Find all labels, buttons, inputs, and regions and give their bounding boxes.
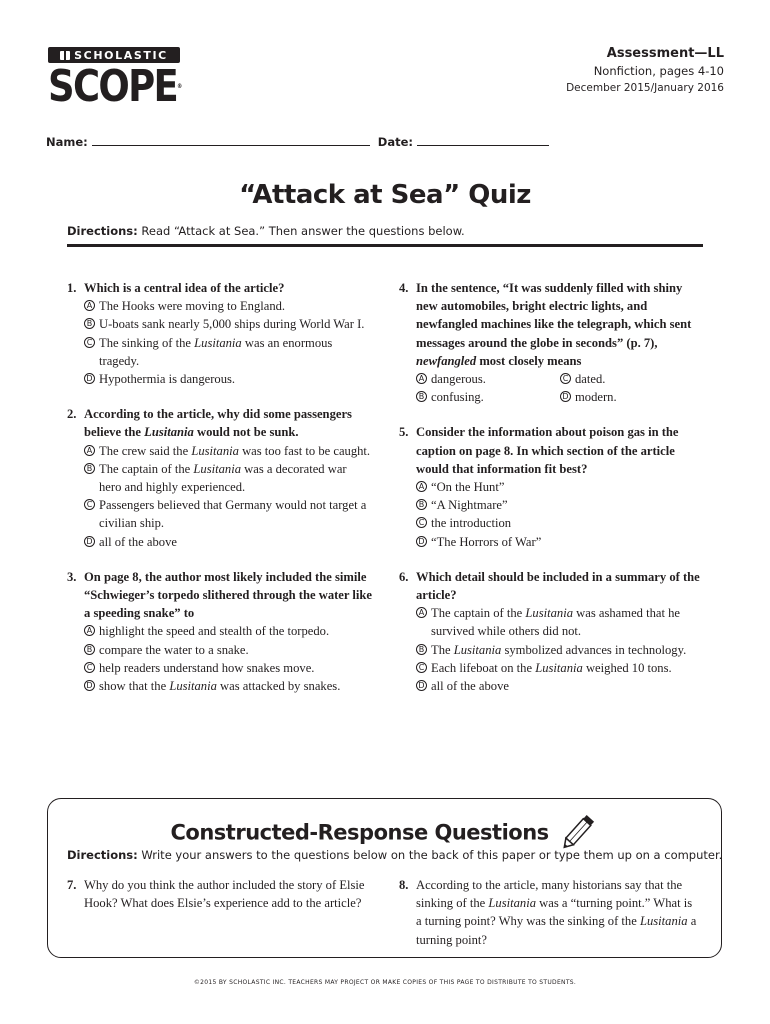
- scholastic-book-icon: [60, 51, 70, 60]
- article-pages: Nonfiction, pages 4-10: [593, 64, 724, 78]
- assessment-meta: [566, 44, 724, 97]
- option-letter-circle[interactable]: D: [560, 391, 571, 402]
- answer-option[interactable]: [84, 659, 372, 677]
- answer-option[interactable]: [416, 641, 704, 659]
- question-text: On page 8, the author most likely included the simile “Schwieger’s torpedo slithered through the water like a speeding snake” to: [84, 569, 372, 621]
- answer-option[interactable]: [84, 297, 372, 315]
- option-text: help readers understand how snakes move.: [99, 660, 315, 675]
- answer-option[interactable]: [416, 677, 704, 695]
- copyright-footer: ©2015 BY SCHOLASTIC INC. TEACHERS MAY PROJECT OR MAKE COPIES OF THIS PAGE TO DISTRIBUTE TO STUDENTS.: [193, 979, 577, 986]
- option-text: all of the above: [431, 679, 509, 694]
- directions-text: Read “Attack at Sea.” Then answer the questions below.: [141, 224, 465, 238]
- question-6: [399, 568, 704, 695]
- name-field[interactable]: [92, 135, 370, 146]
- option-text: The captain of the Lusitania was a decorated war hero and highly experienced.: [99, 461, 347, 495]
- title-rule: [67, 244, 703, 247]
- question-prompt: [67, 405, 372, 441]
- option-text: “On the Hunt”: [431, 480, 505, 495]
- option-text: “The Horrors of War”: [431, 534, 542, 549]
- answer-option[interactable]: [560, 388, 704, 406]
- answer-option[interactable]: [416, 533, 704, 551]
- answer-option[interactable]: [84, 315, 372, 333]
- option-letter-circle[interactable]: B: [84, 644, 95, 655]
- option-letter-circle[interactable]: C: [560, 373, 571, 384]
- option-text: U-boats sank nearly 5,000 ships during World War I.: [99, 317, 365, 332]
- answer-option-row: [416, 388, 704, 406]
- option-letter-circle[interactable]: C: [416, 662, 427, 673]
- answer-option[interactable]: [84, 460, 372, 496]
- option-letter-circle[interactable]: D: [84, 373, 95, 384]
- option-letter-circle[interactable]: B: [416, 499, 427, 510]
- question-number: 8.: [399, 878, 409, 892]
- option-letter-circle[interactable]: B: [416, 644, 427, 655]
- option-letter-circle[interactable]: A: [84, 625, 95, 636]
- option-text: The crew said the Lusitania was too fast to be caught.: [99, 443, 371, 458]
- option-text: dangerous.: [431, 372, 486, 387]
- answer-option[interactable]: [560, 370, 704, 388]
- option-letter-circle[interactable]: C: [416, 517, 427, 528]
- option-text: Hypothermia is dangerous.: [99, 372, 236, 387]
- constructed-directions-text: Write your answers to the questions below on the back of this paper or type them up on a computer.: [141, 848, 723, 862]
- option-text: dated.: [575, 372, 606, 387]
- question-2: [67, 405, 372, 551]
- constructed-question-8: [399, 876, 699, 949]
- constructed-directions: [67, 848, 722, 862]
- option-letter-circle[interactable]: A: [416, 607, 427, 618]
- constructed-question-7: [67, 876, 367, 912]
- question-text: In the sentence, “It was suddenly filled with shiny new automobiles, bright electric lights, and newfangled machines like the telegraph, which sent messages around the globe in seconds” (p. 7), newfangled most closely means: [416, 281, 692, 368]
- constructed-response-title: Constructed-Response Questions: [170, 820, 549, 845]
- answer-option[interactable]: [84, 370, 372, 388]
- constructed-prompt: [67, 876, 367, 912]
- name-date-row: [46, 135, 553, 149]
- option-letter-circle[interactable]: C: [84, 662, 95, 673]
- option-letter-circle[interactable]: D: [84, 536, 95, 547]
- option-text: compare the water to a snake.: [99, 642, 249, 657]
- scholastic-wordmark: SCHOLASTIC: [74, 48, 168, 62]
- question-number: 3.: [67, 569, 77, 584]
- option-text: “A Nightmare”: [431, 498, 508, 513]
- question-number: 1.: [67, 281, 77, 295]
- option-text: modern.: [575, 390, 617, 405]
- option-letter-circle[interactable]: C: [84, 337, 95, 348]
- issue-date: December 2015/January 2016: [566, 82, 724, 94]
- question-1: [67, 279, 372, 388]
- option-letter-circle[interactable]: A: [84, 300, 95, 311]
- constructed-prompt: [399, 876, 699, 949]
- trademark: ®: [177, 83, 183, 90]
- option-text: The Lusitania symbolized advances in technology.: [431, 642, 687, 657]
- answer-option[interactable]: [84, 622, 372, 640]
- answer-option[interactable]: [84, 533, 372, 551]
- question-text: According to the article, why did some passengers believe the Lusitania would not be sunk.: [84, 407, 352, 440]
- constructed-directions-label: Directions:: [67, 848, 138, 862]
- question-prompt: [67, 568, 372, 623]
- answer-option[interactable]: [416, 388, 560, 406]
- question-number: 5.: [399, 425, 409, 440]
- answer-option[interactable]: [84, 496, 372, 532]
- questions-right-column: [399, 279, 704, 712]
- option-letter-circle[interactable]: D: [84, 680, 95, 691]
- answer-option[interactable]: [416, 370, 560, 388]
- question-prompt: [399, 423, 704, 478]
- answer-options: [399, 478, 704, 551]
- answer-option[interactable]: [84, 334, 372, 370]
- option-letter-circle[interactable]: D: [416, 536, 427, 547]
- answer-option[interactable]: [84, 442, 372, 460]
- option-text: show that the Lusitania was attacked by snakes.: [99, 679, 341, 694]
- question-number: 2.: [67, 407, 77, 422]
- questions-left-column: [67, 279, 372, 712]
- option-text: Each lifeboat on the Lusitania weighed 10 tons.: [431, 660, 672, 675]
- scope-wordmark: [48, 61, 183, 112]
- option-letter-circle[interactable]: A: [84, 445, 95, 456]
- option-letter-circle[interactable]: B: [416, 391, 427, 402]
- option-text: Passengers believed that Germany would not target a civilian ship.: [99, 498, 367, 531]
- option-text: The Hooks were moving to England.: [99, 299, 286, 314]
- scope-text: SCOPE: [48, 61, 178, 112]
- option-text: the introduction: [431, 516, 512, 531]
- quiz-directions: [67, 224, 465, 238]
- assessment-level: Assessment—LL: [606, 46, 724, 61]
- option-text: highlight the speed and stealth of the torpedo.: [99, 624, 330, 639]
- option-letter-circle[interactable]: D: [416, 680, 427, 691]
- question-5: [399, 423, 704, 550]
- option-letter-circle[interactable]: B: [84, 318, 95, 329]
- option-letter-circle[interactable]: B: [84, 463, 95, 474]
- name-label: Name:: [46, 135, 88, 149]
- answer-options: [67, 622, 372, 695]
- option-text: The sinking of the Lusitania was an enormous tragedy.: [99, 335, 333, 368]
- option-text: all of the above: [99, 534, 177, 549]
- question-prompt: [67, 279, 372, 297]
- date-label: Date:: [377, 135, 413, 149]
- question-text: Why do you think the author included the story of Elsie Hook? What does Elsie’s experience add to the article?: [84, 878, 365, 911]
- question-text: Which is a central idea of the article?: [84, 281, 285, 295]
- question-3: [67, 568, 372, 695]
- option-text: The captain of the Lusitania was ashamed that he survived while others did not.: [431, 606, 681, 639]
- question-text: Which detail should be included in a summary of the article?: [416, 569, 700, 603]
- quiz-title: “Attack at Sea” Quiz: [239, 180, 531, 210]
- question-4: [399, 279, 704, 406]
- question-number: 7.: [67, 878, 77, 892]
- directions-label: Directions:: [67, 224, 138, 238]
- answer-options: [399, 370, 704, 406]
- date-field[interactable]: [417, 135, 549, 146]
- answer-option[interactable]: [416, 604, 704, 640]
- scope-logo: [48, 47, 183, 112]
- answer-option-row: [416, 370, 704, 388]
- answer-option[interactable]: [416, 478, 704, 496]
- answer-option[interactable]: [416, 496, 704, 514]
- question-text: According to the article, many historians say that the sinking of the Lusitania was a “turning point.” What is a turning point? Why was the sinking of the Lusitania a turning point?: [416, 878, 697, 947]
- question-prompt: [399, 279, 704, 370]
- option-text: confusing.: [431, 390, 484, 405]
- question-text: Consider the information about poison gas in the caption on page 8. In which section of the article would that information fit best?: [416, 425, 679, 476]
- answer-option[interactable]: [416, 514, 704, 532]
- option-letter-circle[interactable]: A: [416, 481, 427, 492]
- answer-option[interactable]: [84, 677, 372, 695]
- question-number: 4.: [399, 281, 409, 295]
- answer-options: [67, 297, 372, 388]
- answer-options: [399, 604, 704, 695]
- option-letter-circle[interactable]: A: [416, 373, 427, 384]
- answer-option[interactable]: [416, 659, 704, 677]
- question-number: 6.: [399, 569, 409, 584]
- answer-option[interactable]: [84, 641, 372, 659]
- answer-options: [67, 442, 372, 551]
- option-letter-circle[interactable]: C: [84, 499, 95, 510]
- question-prompt: [399, 568, 704, 604]
